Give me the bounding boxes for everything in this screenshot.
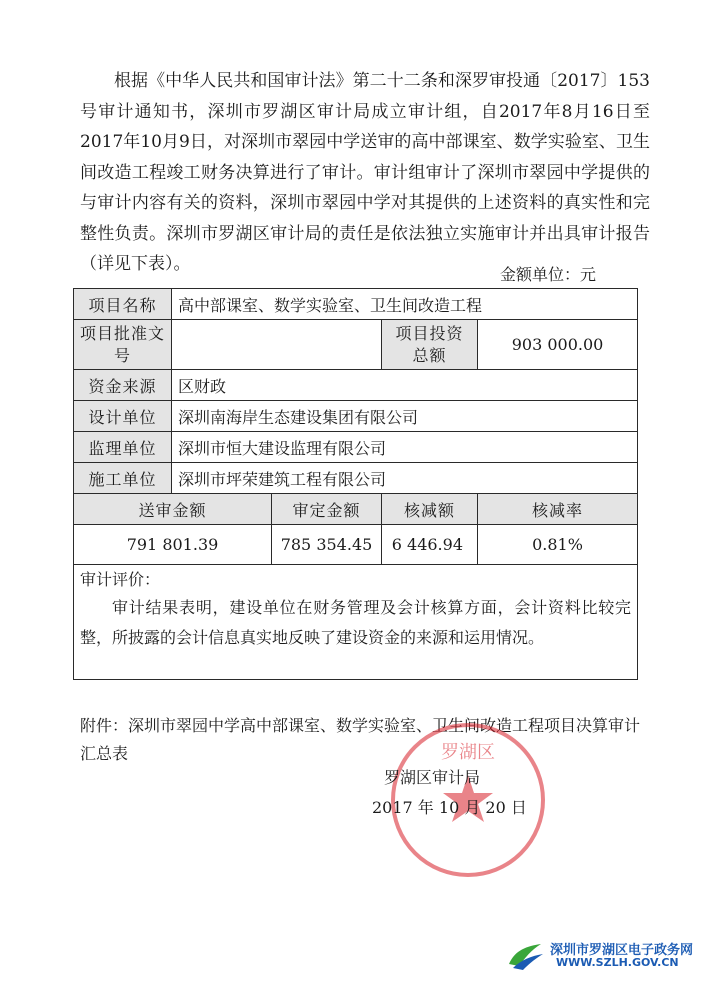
- design-unit-label: 设计单位: [74, 401, 172, 432]
- fund-source-value: 区财政: [172, 370, 638, 401]
- audit-evaluation-title: 审计评价：: [80, 570, 161, 589]
- audit-evaluation-text: 审计结果表明，建设单位在财务管理及会计核算方面，会计资料比较完整，所披露的会计信息真实地反映了建设资金的来源和运用情况。: [80, 598, 632, 647]
- fund-source-label: 资金来源: [74, 370, 172, 401]
- audit-evaluation-cell: [74, 565, 638, 680]
- intro-paragraph: 根据《中华人民共和国审计法》第二十二条和深罗审投通〔2017〕153号审计通知书，深圳市罗湖区审计局成立审计组，自2017年8月16日至2017年10月9日，对深圳市翠园中学送审的高中部课室、数学实验室、卫生间改造工程竣工财务决算进行了审计。审计组审计了深圳市翠园中学提供的与审计内容有关的资料，深圳市翠园中学对其提供的上述资料的真实性和完整性负责。深圳市罗湖区审计局的责任是依法独立实施审计并出具审计报告（详见下表）。: [80, 71, 650, 274]
- audit-summary-table: [73, 288, 638, 680]
- approved-amount-value: 785 354.45: [272, 525, 382, 565]
- submitted-amount-value: 791 801.39: [74, 525, 272, 565]
- design-unit-value: 深圳南海岸生态建设集团有限公司: [172, 401, 638, 432]
- signing-organization: 罗湖区审计局: [384, 768, 481, 787]
- site-logo-icon: [505, 936, 545, 972]
- approval-number-label: 项目批准文号: [74, 320, 172, 370]
- investment-label: 项目投资总额: [382, 320, 478, 370]
- svg-text:罗湖区: 罗湖区: [441, 742, 495, 763]
- reduction-amount-value: 6 446.94: [382, 525, 478, 565]
- footer-site-name: 深圳市罗湖区电子政务网: [550, 943, 694, 958]
- construction-unit-label: 施工单位: [74, 463, 172, 494]
- approved-amount-header: 审定金额: [272, 494, 382, 525]
- signing-date: 2017 年 10 月 20 日: [372, 798, 527, 817]
- project-name-value: 高中部课室、数学实验室、卫生间改造工程: [172, 289, 638, 320]
- reduction-rate-header: 核减率: [478, 494, 638, 525]
- supervision-unit-value: 深圳市恒大建设监理有限公司: [172, 432, 638, 463]
- currency-unit: 金额单位：元: [500, 265, 597, 284]
- investment-value: 903 000.00: [478, 320, 638, 370]
- reduction-rate-value: 0.81%: [478, 525, 638, 565]
- reduction-amount-header: 核减额: [382, 494, 478, 525]
- project-name-label: 项目名称: [74, 289, 172, 320]
- attachment-note: 附件：深圳市翠园中学高中部课室、数学实验室、卫生间改造工程项目决算审计汇总表: [80, 716, 641, 763]
- supervision-unit-label: 监理单位: [74, 432, 172, 463]
- submitted-amount-header: 送审金额: [74, 494, 272, 525]
- construction-unit-value: 深圳市坪荣建筑工程有限公司: [172, 463, 638, 494]
- approval-number-value: [172, 320, 382, 370]
- footer-site-url: WWW.SZLH.GOV.CN: [556, 956, 679, 969]
